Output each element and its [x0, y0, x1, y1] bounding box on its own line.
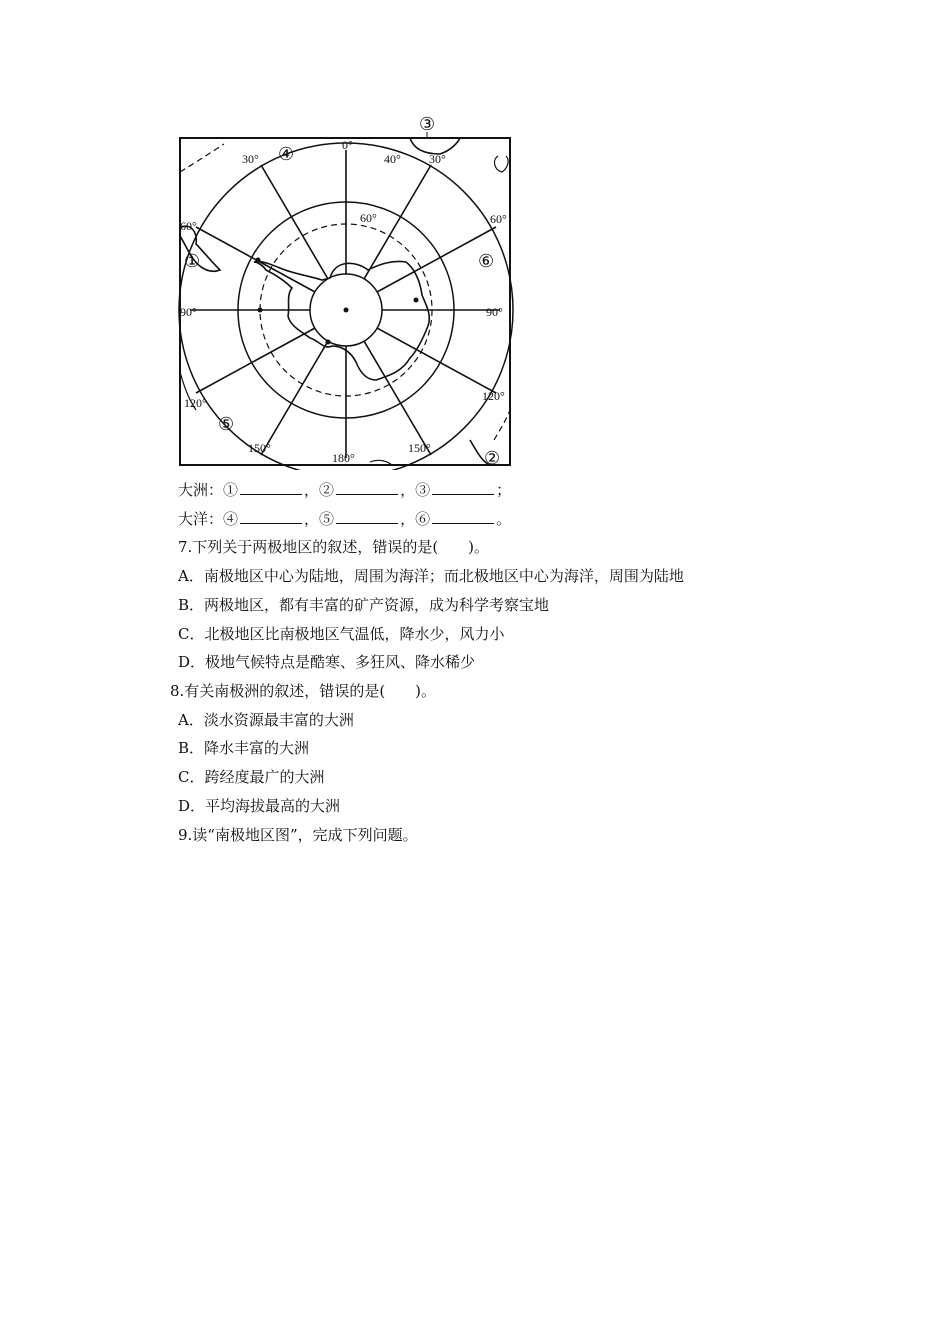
meridian-30w: [261, 165, 328, 279]
label-120w: 120°: [184, 396, 207, 410]
q8-option-d: D．平均海拔最高的大洲: [178, 797, 341, 815]
oceans-line: [178, 509, 511, 529]
answer-blank[interactable]: [336, 480, 398, 495]
q8-option-a: A．淡水资源最丰富的大洲: [178, 711, 354, 729]
meridian-120e: [377, 328, 496, 393]
oceans-label: 大洋：: [178, 510, 224, 528]
q8-stem: 8.有关南极洲的叙述，错误的是( )。: [170, 682, 437, 700]
label-60w: 60°: [180, 219, 197, 233]
label-40: 40°: [384, 152, 401, 166]
label-90e: 90°: [486, 305, 503, 319]
q7-option-c: C．北极地区比南极地区气温低，降水少，风力小: [178, 625, 505, 643]
dashed-boundary-left: [180, 144, 224, 172]
label-150e: 150°: [408, 441, 431, 455]
meridian-150e: [364, 341, 431, 455]
label-150w: 150°: [248, 441, 271, 455]
station-dot-2: [258, 308, 263, 313]
q7-option-b: B．两极地区，都有丰富的矿产资源，成为科学考察宝地: [178, 596, 550, 614]
station-dot-3: [414, 298, 419, 303]
q7-option-a: A．南极地区中心为陆地，周围为海洋；而北极地区中心为海洋，周围为陆地: [178, 567, 684, 585]
label-120e: 120°: [482, 389, 505, 403]
madagascar-coast: [495, 156, 509, 172]
station-dot-1: [256, 258, 261, 263]
marker-5: ⑤: [218, 414, 235, 434]
marker-6: ⑥: [478, 251, 495, 271]
continents-item-2: ②: [319, 481, 335, 499]
antarctic-map: [170, 110, 520, 470]
station-dot-4: [326, 340, 331, 345]
antarctic-map-svg: [170, 110, 520, 470]
q7-option-d: D．极地气候特点是酷寒、多狂风、降水稀少: [178, 653, 476, 671]
continents-label: 大洲：: [178, 481, 224, 499]
meridian-120w: [196, 328, 315, 393]
separator: ，: [304, 510, 320, 528]
label-30e: 30°: [429, 152, 446, 166]
marker-1: ①: [184, 251, 201, 271]
line-end: 。: [496, 510, 512, 528]
label-60e: 60°: [490, 212, 507, 226]
separator: ，: [400, 510, 416, 528]
marker-3: ③: [419, 114, 436, 134]
q8-option-b: B．降水丰富的大洲: [178, 739, 310, 757]
marker-2: ②: [484, 448, 501, 468]
answer-blank[interactable]: [240, 480, 302, 495]
answer-blank[interactable]: [432, 509, 494, 524]
q9-stem: 9.读“南极地区图”，完成下列问题。: [178, 826, 418, 844]
label-60-lat: 60°: [360, 211, 377, 225]
q8-option-c: C．跨经度最广的大洲: [178, 768, 325, 786]
marker-4: ④: [278, 144, 295, 164]
separator: ，: [304, 481, 320, 499]
label-90w: 90°: [180, 305, 197, 319]
oceans-item-6: ⑥: [415, 510, 431, 528]
label-30w: 30°: [242, 152, 259, 166]
separator: ，: [400, 481, 416, 499]
answer-blank[interactable]: [432, 480, 494, 495]
answer-blank[interactable]: [240, 509, 302, 524]
continents-item-1: ①: [223, 481, 239, 499]
south-pole-dot: [344, 308, 349, 313]
q7-stem: 7.下列关于两极地区的叙述，错误的是( )。: [178, 538, 490, 556]
oceans-item-5: ⑤: [319, 510, 335, 528]
continents-item-3: ③: [415, 481, 431, 499]
continents-line: [178, 480, 511, 500]
label-180: 180°: [332, 451, 355, 465]
line-end: ；: [496, 481, 512, 499]
label-0: 0°: [342, 138, 353, 152]
dashed-boundary-right: [494, 410, 510, 440]
answer-blank[interactable]: [336, 509, 398, 524]
meridian-60w: [196, 227, 315, 292]
antarctica-coastline: [254, 261, 429, 380]
oceans-item-4: ④: [223, 510, 239, 528]
meridian-150w: [261, 341, 328, 455]
